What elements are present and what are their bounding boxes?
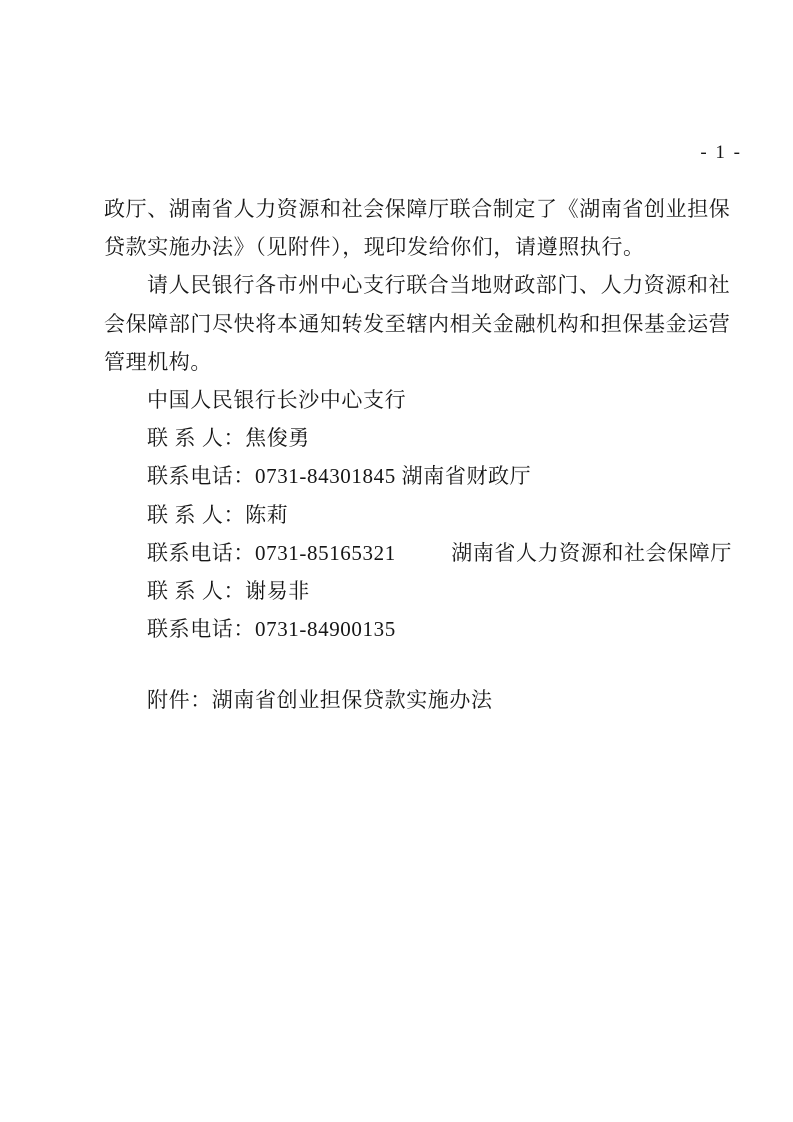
contact-phone-1: 联系电话：0731-84301845 湖南省财政厅 [147,464,532,489]
contact-org-pboc: 中国人民银行长沙中心支行 [147,387,407,412]
request-line-1: 请人民银行各市州中心支行联合当地财政部门、人力资源和社 [147,273,731,298]
attachment-line: 附件：湖南省创业担保贷款实施办法 [147,688,493,713]
contact-person-2: 联 系 人：陈莉 [147,502,289,527]
contact-phone-3: 联系电话：0731-84900135 [147,617,396,642]
contact-org-hrss: 湖南省人力资源和社会保障厅 [451,540,732,565]
contact-phone-2-row [104,534,732,572]
contact-person-3: 联 系 人：谢易非 [147,578,310,603]
contact-phone-2: 联系电话：0731-85165321 [147,540,396,565]
page-number: - 1 - [700,142,742,163]
intro-line-1: 政厅、湖南省人力资源和社会保障厅联合制定了《湖南省创业担保 [104,197,731,221]
request-line-3: 管理机构。 [104,349,212,374]
document-body [104,190,732,719]
request-line-2: 会保障部门尽快将本通知转发至辖内相关金融机构和担保基金运营 [104,311,731,336]
contact-person-1: 联 系 人：焦俊勇 [147,426,310,451]
intro-line-2: 贷款实施办法》（见附件），现印发给你们，请遵照执行。 [104,235,645,260]
